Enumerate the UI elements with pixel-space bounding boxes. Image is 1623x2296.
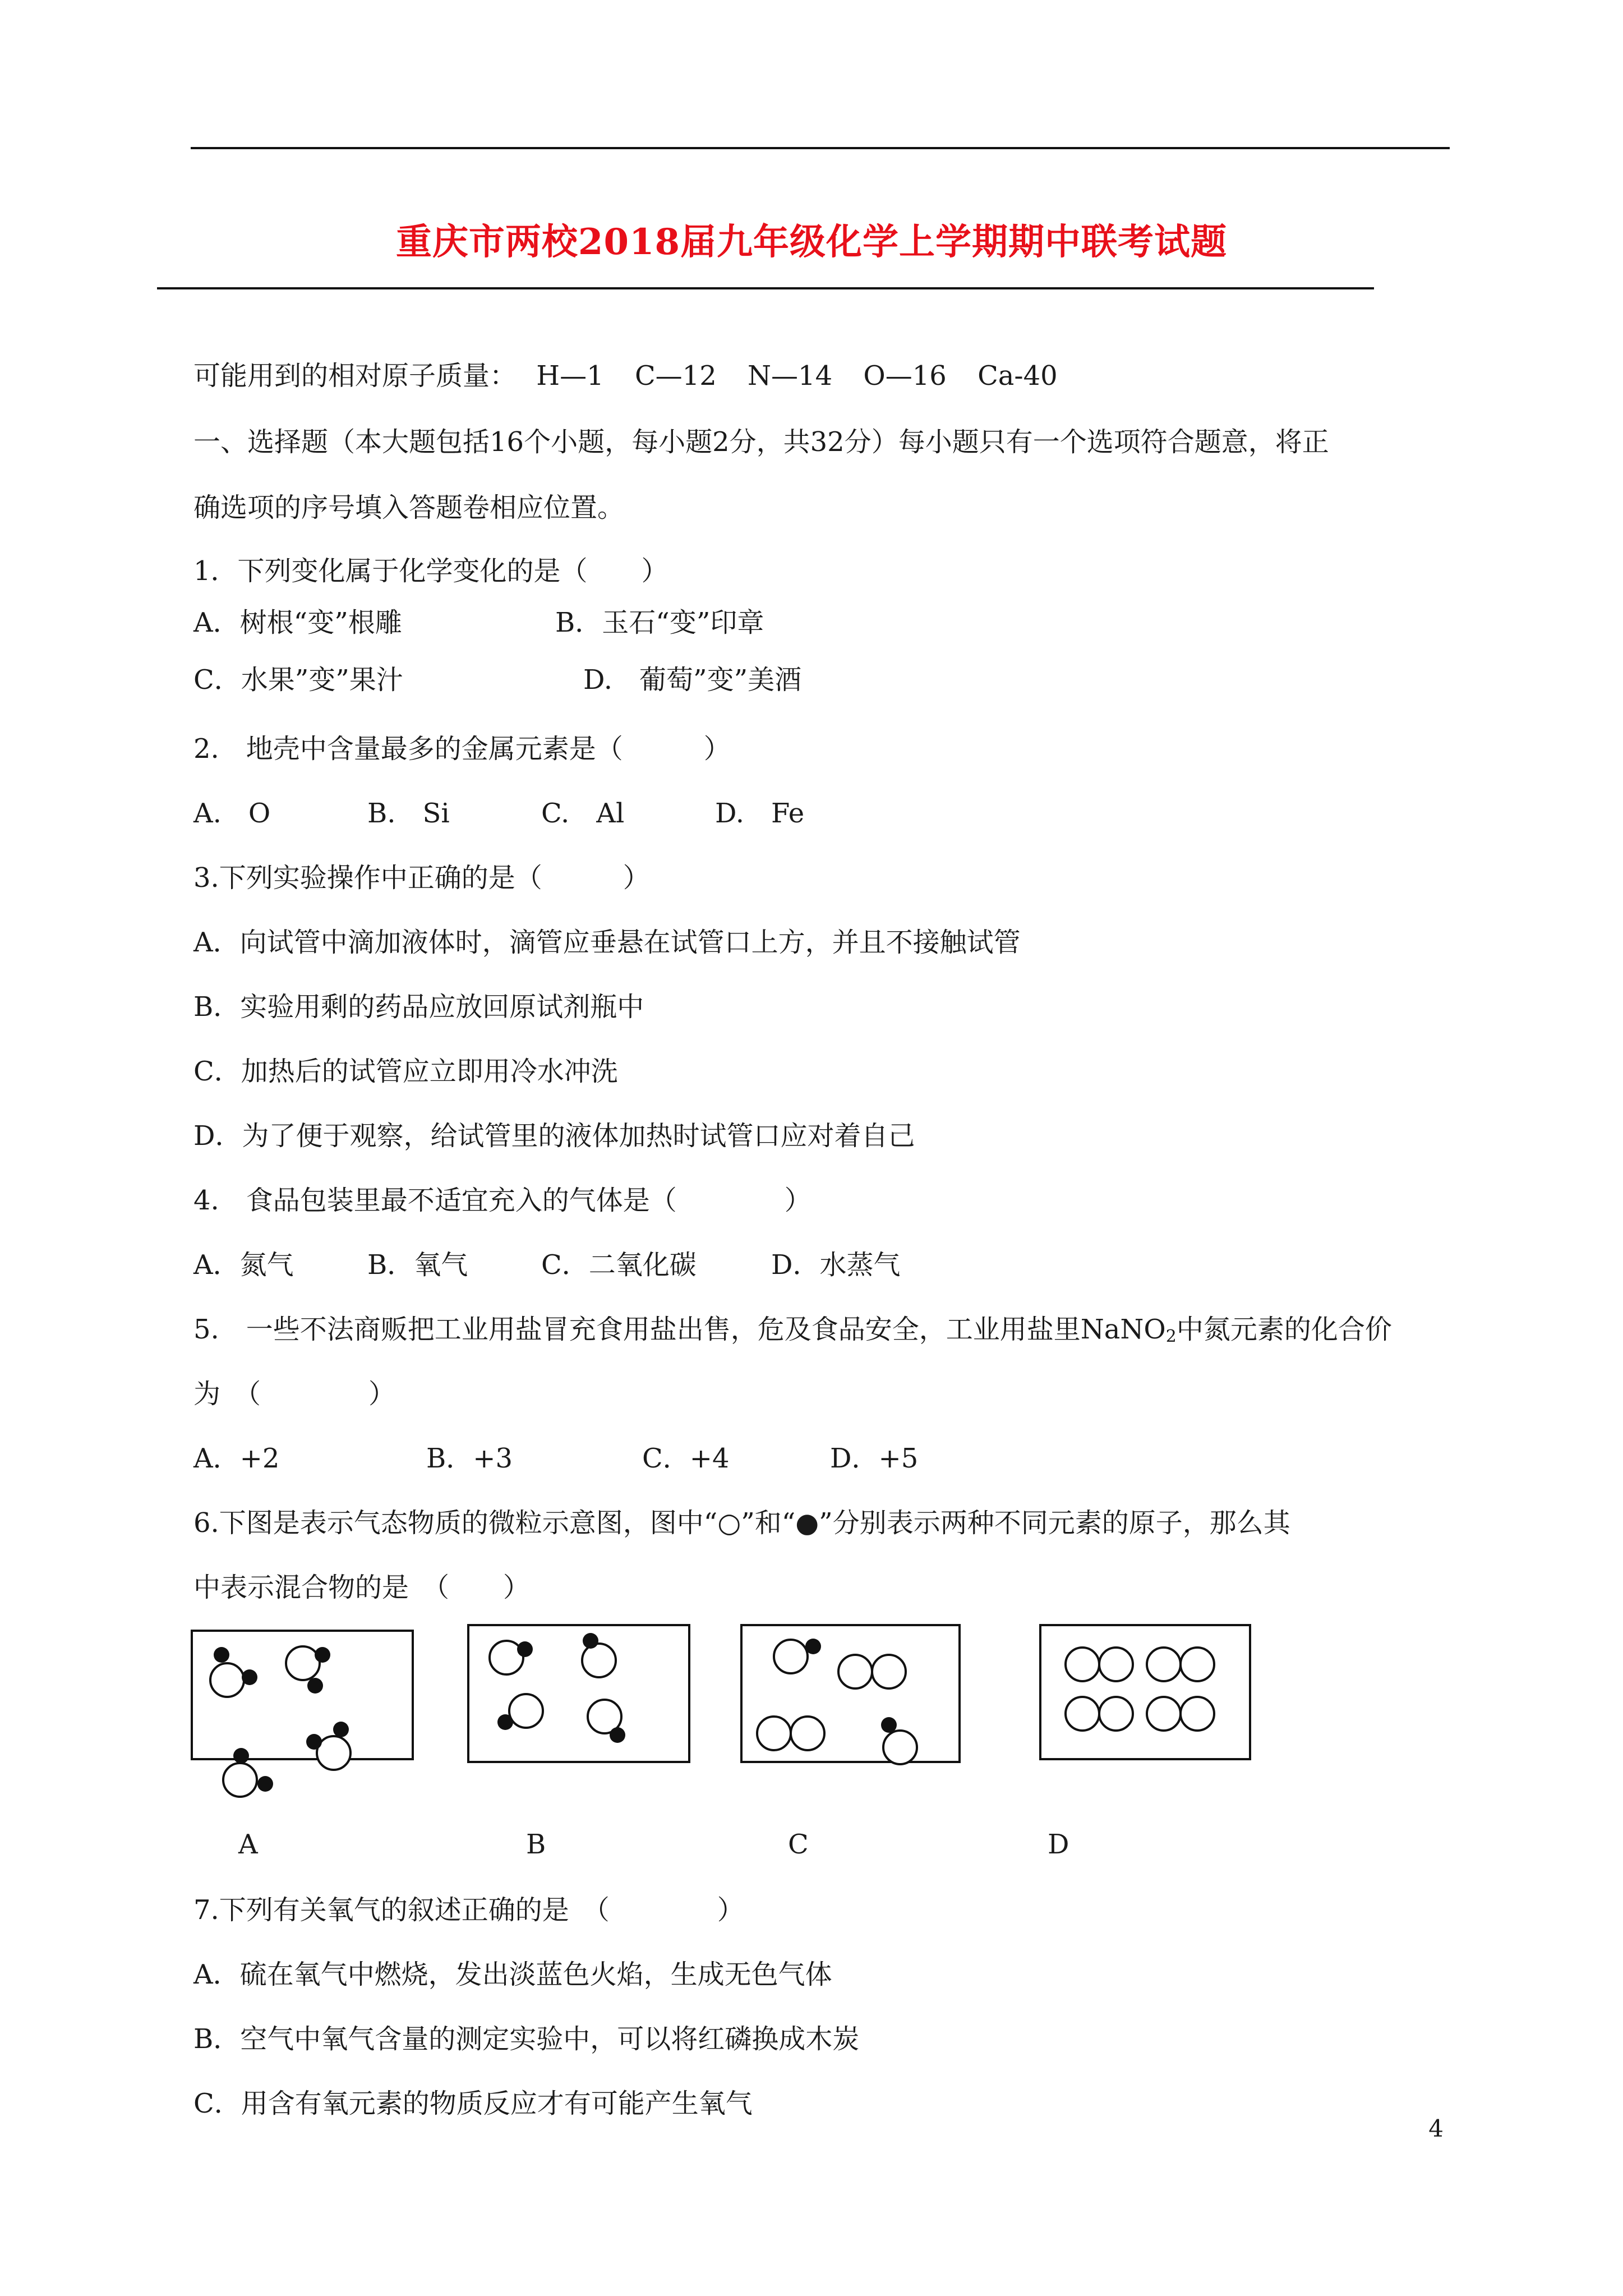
- page-title: 重庆市两校2018届九年级化学上学期期中联考试题: [395, 221, 1228, 263]
- q4-option-d: D．水蒸气: [771, 1249, 901, 1281]
- diagram-b: [467, 1624, 690, 1763]
- q4-option-c: C．二氧化碳: [541, 1249, 697, 1281]
- q5-stem-line1: [193, 1313, 1392, 1354]
- page-number: 4: [1428, 2115, 1444, 2142]
- header-top-rule: [191, 147, 1450, 149]
- atomic-masses-line: [193, 359, 1058, 393]
- q7-option-a: A．硫在氧气中燃烧，发出淡蓝色火焰，生成无色气体: [193, 1959, 832, 1990]
- q6-stem-line2: 中表示混合物的是 （ ）: [193, 1572, 531, 1603]
- diagram-label-d: D: [1048, 1829, 1069, 1860]
- q5-option-c: C．+4: [642, 1443, 730, 1474]
- q5-stem-subscript: 2: [1165, 1327, 1177, 1346]
- q5-option-a: A．+2: [193, 1443, 280, 1474]
- q3-stem: 3.下列实验操作中正确的是（ ）: [193, 862, 650, 894]
- diagram-b-particles: [467, 1624, 691, 1764]
- q2-option-d: D. Fe: [715, 798, 805, 829]
- q3-option-b: B．实验用剩的药品应放回原试剂瓶中: [193, 991, 644, 1023]
- q1-option-c: C．水果”变”果汁: [193, 664, 403, 696]
- atomic-mass-o: O—16: [863, 360, 947, 392]
- atomic-masses-label: 可能用到的相对原子质量：: [193, 360, 517, 392]
- atomic-mass-n: N—14: [748, 360, 833, 392]
- q1-option-a: A．树根“变”根雕: [193, 607, 402, 638]
- q5-stem-part1: 5. 一些不法商贩把工业用盐冒充食用盐出售，危及食品安全，工业用盐里NaNO: [193, 1314, 1166, 1345]
- q5-stem-line2: 为 （ ）: [193, 1378, 396, 1410]
- diagram-c: [740, 1624, 961, 1763]
- q5-option-b: B．+3: [426, 1443, 513, 1474]
- atomic-mass-h: H—1: [536, 360, 604, 392]
- atomic-mass-c: C—12: [634, 360, 717, 392]
- diagram-label-c: C: [788, 1829, 809, 1860]
- q4-option-a: A．氮气: [193, 1249, 294, 1281]
- q1-option-d: D. 葡萄”变”美酒: [583, 664, 802, 696]
- section-heading-line2: 确选项的序号填入答题卷相应位置。: [193, 492, 625, 523]
- q2-option-a: A. O: [193, 798, 271, 829]
- q2-option-c: C. Al: [541, 798, 625, 829]
- diagram-a: [191, 1630, 414, 1760]
- q5-option-d: D．+5: [830, 1443, 919, 1474]
- diagram-d-particles: [1039, 1624, 1252, 1761]
- q7-option-c: C．用含有氧元素的物质反应才有可能产生氧气: [193, 2088, 753, 2119]
- q2-stem: 2. 地壳中含量最多的金属元素是（ ）: [193, 733, 731, 765]
- atomic-mass-ca: Ca-40: [978, 360, 1058, 392]
- q3-option-d: D．为了便于观察，给试管里的液体加热时试管口应对着自己: [193, 1120, 915, 1152]
- q3-option-a: A．向试管中滴加液体时，滴管应垂悬在试管口上方，并且不接触试管: [193, 927, 1021, 958]
- q7-stem: 7.下列有关氧气的叙述正确的是 （ ）: [193, 1894, 744, 1926]
- diagram-c-particles: [740, 1624, 965, 1792]
- diagram-a-particles: [191, 1630, 415, 1865]
- q1-stem: 1．下列变化属于化学变化的是（ ）: [193, 555, 668, 587]
- q3-option-c: C．加热后的试管应立即用冷水冲洗: [193, 1056, 618, 1087]
- diagram-label-a: A: [238, 1829, 258, 1860]
- header-bottom-rule: [157, 287, 1374, 289]
- section-heading-line1: 一、选择题（本大题包括16个小题，每小题2分，共32分）每小题只有一个选项符合题意，将正: [193, 426, 1329, 458]
- q2-option-b: B. Si: [367, 798, 450, 829]
- diagram-label-b: B: [526, 1829, 546, 1860]
- q7-option-b: B．空气中氧气含量的测定实验中，可以将红磷换成木炭: [193, 2023, 860, 2055]
- q1-option-b: B．玉石“变”印章: [555, 607, 764, 638]
- q5-stem-part2: 中氮元素的化合价: [1176, 1314, 1392, 1345]
- q6-stem-line1: 6.下图是表示气态物质的微粒示意图，图中“○”和“●”分别表示两种不同元素的原子，那么其: [193, 1507, 1290, 1539]
- q4-stem: 4. 食品包装里最不适宜充入的气体是（ ）: [193, 1185, 811, 1216]
- diagram-d: [1039, 1624, 1251, 1760]
- q4-option-b: B．氧气: [367, 1249, 468, 1281]
